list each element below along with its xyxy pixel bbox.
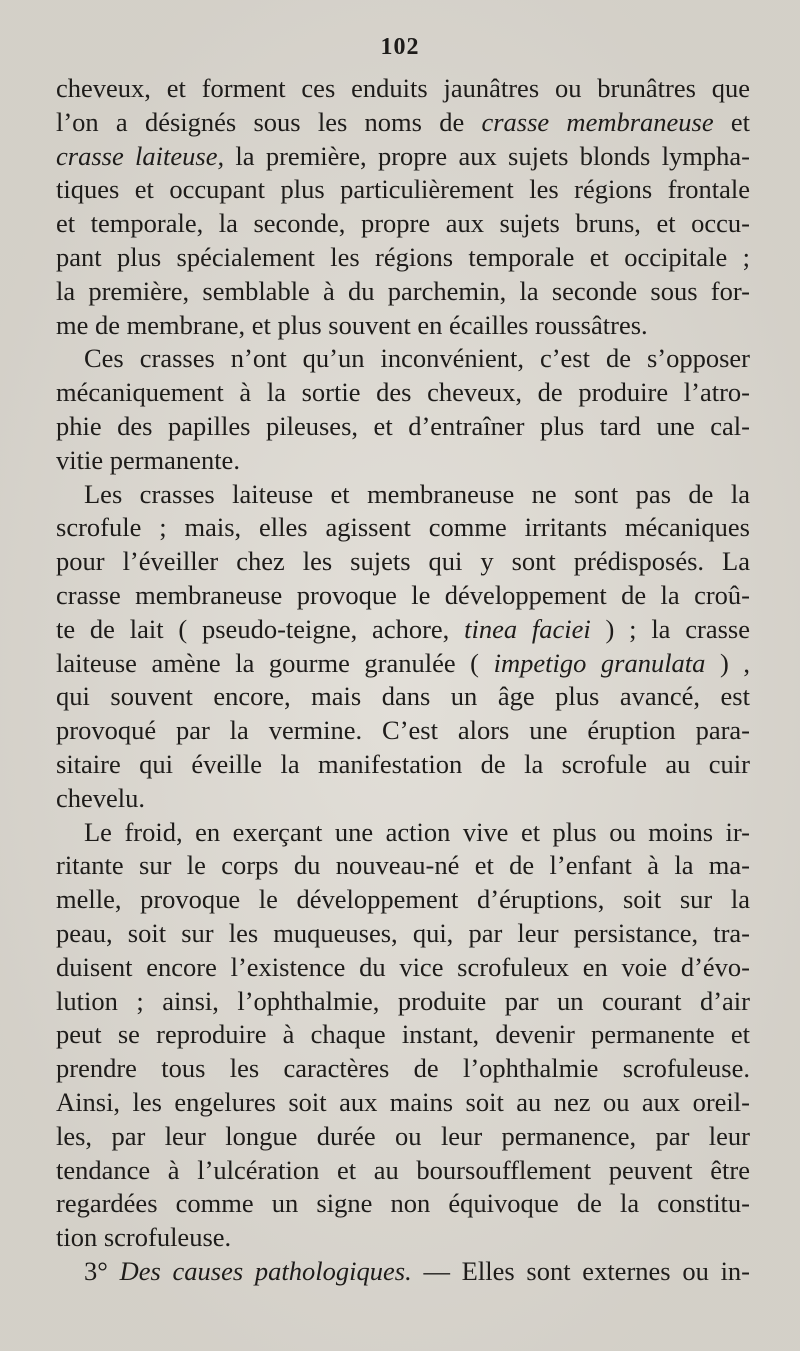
- text-run: me de membrane, et plus souvent en écailles roussâtres.: [56, 309, 648, 340]
- text-line: [56, 714, 750, 748]
- text-line: [56, 1255, 750, 1289]
- text-run: te de lait ( pseudo-teigne, achore,: [56, 613, 465, 644]
- text-line: [56, 613, 750, 647]
- text-line: [56, 1086, 750, 1120]
- text-line: [56, 444, 750, 478]
- text-run: sitaire qui éveille la manifestation de la scrofule au cuir: [56, 748, 750, 779]
- text-run: mécaniquement à la sortie des cheveux, de produire l’atro-: [56, 377, 750, 408]
- text-line: [56, 1187, 750, 1221]
- text-run: phie des papilles pileuses, et d’entraîner plus tard une cal-: [56, 410, 750, 441]
- text-run: vitie permanente.: [56, 444, 240, 475]
- text-run: Le froid, en exerçant une action vive et plus ou moins ir-: [84, 816, 750, 847]
- text-line: [56, 1018, 750, 1052]
- text-line: [56, 680, 750, 714]
- text-run: la première, propre aux sujets blonds lympha-: [224, 140, 750, 171]
- text-line: [56, 1221, 750, 1255]
- text-line: [56, 883, 750, 917]
- text-run: peut se reproduire à chaque instant, devenir permanente et: [56, 1019, 750, 1050]
- text-run: tiques et occupant plus particulièrement les régions frontale: [56, 174, 750, 205]
- text-line: [56, 849, 750, 883]
- text-line: [56, 342, 750, 376]
- text-line: [56, 1052, 750, 1086]
- page-number: 102: [380, 34, 420, 60]
- text-line: [56, 1154, 750, 1188]
- text-line: [56, 985, 750, 1019]
- text-line: [56, 511, 750, 545]
- text-run: duisent encore l’existence du vice scrofuleux en voie d’évo-: [56, 951, 750, 982]
- text-run: et temporale, la seconde, propre aux sujets bruns, et occu-: [56, 208, 750, 239]
- italic-text: impetigo granulata: [493, 647, 706, 678]
- text-run: Ces crasses n’ont qu’un inconvénient, c’est de s’opposer: [84, 343, 750, 374]
- text-run: qui souvent encore, mais dans un âge plus avancé, est: [56, 681, 750, 712]
- text-run: ritante sur le corps du nouveau-né et de l’enfant à la ma-: [56, 850, 750, 881]
- italic-text: crasse laiteuse,: [56, 140, 225, 171]
- text-run: ) ,: [705, 647, 750, 678]
- text-line: [56, 816, 750, 850]
- text-run: tendance à l’ulcération et au boursoufflement peuvent être: [56, 1154, 750, 1185]
- text-run: la première, semblable à du parchemin, la seconde sous for-: [56, 275, 750, 306]
- text-run: les, par leur longue durée ou leur permanence, par leur: [56, 1120, 750, 1151]
- text-run: 3°: [84, 1255, 120, 1286]
- text-line: [56, 140, 750, 174]
- text-run: peau, soit sur les muqueuses, qui, par leur persistance, tra-: [56, 917, 750, 948]
- text-run: prendre tous les caractères de l’ophthalmie scrofuleuse.: [56, 1053, 750, 1084]
- text-run: regardées comme un signe non équivoque de la constitu-: [56, 1188, 750, 1219]
- text-line: [56, 309, 750, 343]
- page-body-text: [56, 72, 750, 1289]
- text-run: l’on a désignés sous les noms de: [56, 106, 482, 137]
- text-run: melle, provoque le développement d’éruptions, soit sur la: [56, 884, 750, 915]
- text-line: [56, 275, 750, 309]
- text-run: — Elles sont externes ou in-: [411, 1255, 750, 1286]
- text-run: scrofule ; mais, elles agissent comme irritants mécaniques: [56, 512, 750, 543]
- text-run: ) ; la crasse: [590, 613, 750, 644]
- text-line: [56, 241, 750, 275]
- italic-text: Des causes pathologiques.: [119, 1255, 412, 1286]
- text-line: [56, 545, 750, 579]
- text-line: [56, 376, 750, 410]
- text-run: laiteuse amène la gourme granulée (: [56, 647, 494, 678]
- text-line: [56, 951, 750, 985]
- text-run: cheveux, et forment ces enduits jaunâtres ou brunâtres que: [56, 73, 750, 103]
- text-line: [56, 782, 750, 816]
- text-line: [56, 410, 750, 444]
- text-run: Ainsi, les engelures soit aux mains soit au nez ou aux oreil-: [56, 1086, 750, 1117]
- text-line: [56, 173, 750, 207]
- text-run: pour l’éveiller chez les sujets qui y sont prédisposés. La: [56, 546, 750, 577]
- italic-text: tinea faciei: [464, 613, 591, 644]
- text-line: [56, 647, 750, 681]
- text-line: [56, 917, 750, 951]
- text-run: et: [713, 106, 750, 137]
- text-line: [56, 207, 750, 241]
- text-run: Les crasses laiteuse et membraneuse ne sont pas de la: [84, 478, 750, 509]
- text-line: [56, 478, 750, 512]
- text-line: [56, 1120, 750, 1154]
- text-run: tion scrofuleuse.: [56, 1222, 232, 1253]
- text-run: chevelu.: [56, 782, 146, 813]
- text-line: [56, 106, 750, 140]
- text-run: pant plus spécialement les régions temporale et occipitale ;: [56, 241, 750, 272]
- text-line: [56, 748, 750, 782]
- text-run: lution ; ainsi, l’ophthalmie, produite par un courant d’air: [56, 985, 750, 1016]
- italic-text: crasse membraneuse: [481, 106, 714, 137]
- text-run: provoqué par la vermine. C’est alors une éruption para-: [56, 715, 750, 746]
- text-line: [56, 579, 750, 613]
- text-run: crasse membraneuse provoque le développement de la croû-: [56, 579, 750, 610]
- text-line: [56, 72, 750, 106]
